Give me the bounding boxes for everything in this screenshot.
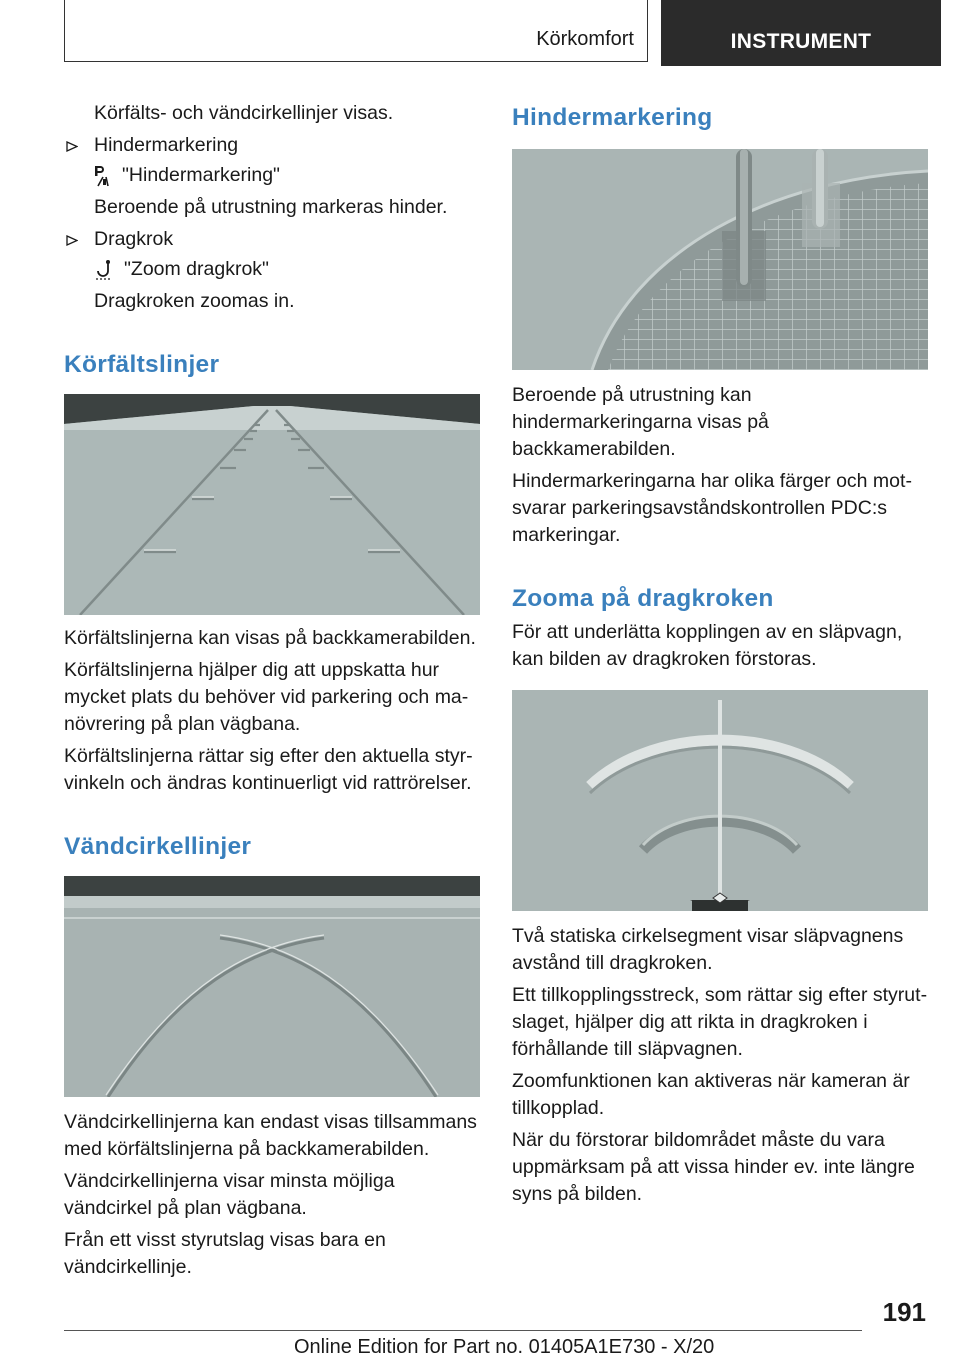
turning-circle-figure bbox=[64, 876, 480, 1097]
list-item-label: Dragkrok bbox=[94, 228, 174, 250]
zoom-heading: Zooma på dragkroken bbox=[512, 585, 774, 612]
right-column bbox=[512, 100, 928, 1208]
obstacle-heading: Hindermarkering bbox=[512, 104, 713, 131]
turn-p2: Vändcirkellinjerna visar minsta möjliga vändcirkel på plan vägbana. bbox=[64, 1170, 395, 1219]
obstacle-p2: Hindermarkeringarna har olika färger och motsvarar parkeringsavståndskontrollen PDC:s markeringar. bbox=[512, 470, 912, 546]
lanes-heading: Körfältslinjer bbox=[64, 351, 220, 378]
hitch-menu-line bbox=[64, 256, 480, 283]
obstacle-menu-label: "Hindermarkering" bbox=[122, 164, 280, 186]
turn-heading: Vändcirkellinjer bbox=[64, 833, 252, 860]
chapter-title: INSTRUMENT bbox=[661, 0, 941, 66]
lanes-p1: Körfältslinjerna kan visas på backkamerabilden. bbox=[64, 627, 476, 649]
zoom-p5: När du förstorar bildområdet måste du vara uppmärksam på att vissa hinder ev. inte längre syns på bilden. bbox=[512, 1129, 915, 1205]
turn-p1: Vändcirkellinjerna kan endast visas tillsammans med körfältslinjerna på backkamerabilden. bbox=[64, 1111, 477, 1160]
left-column bbox=[64, 100, 480, 1281]
obstacle-p1: Beroende på utrustning kan hindermarkeringarna visas på backkamerabilden. bbox=[512, 384, 769, 460]
trailer-hitch-icon bbox=[94, 259, 114, 281]
list-triangle-icon bbox=[66, 141, 78, 152]
hitch-menu-label: "Zoom dragkrok" bbox=[124, 258, 269, 280]
obstacle-marking-icon bbox=[94, 165, 112, 187]
intro-text: Körfälts- och vändcirkellinjer visas. bbox=[94, 102, 394, 124]
list-triangle-icon bbox=[66, 235, 78, 246]
footer-edition: Online Edition for Part no. 01405A1E730 - X/20 bbox=[294, 1336, 715, 1358]
lane-lines-figure bbox=[64, 394, 480, 615]
footer-rule bbox=[64, 1330, 862, 1331]
list-item-obstacle bbox=[64, 132, 480, 159]
zoom-p1: För att underlätta kopplingen av en släpvagn, kan bilden av dragkroken förstoras. bbox=[512, 621, 903, 670]
list-item-hitch bbox=[64, 226, 480, 253]
obstacle-desc: Beroende på utrustning markeras hinder. bbox=[94, 196, 448, 218]
hitch-zoom-figure bbox=[512, 690, 928, 911]
section-title: Körkomfort bbox=[536, 28, 634, 50]
zoom-p2: Två statiska cirkelsegment visar släpvagnens avstånd till dragkroken. bbox=[512, 925, 904, 974]
hitch-desc: Dragkroken zoomas in. bbox=[94, 290, 295, 312]
zoom-p4: Zoomfunktionen kan aktiveras när kameran är tillkopplad. bbox=[512, 1070, 910, 1119]
list-item-label: Hindermarkering bbox=[94, 134, 239, 156]
zoom-p3: Ett tillkopplingsstreck, som rättar sig efter styrutslaget, hjälper dig att rikta in dragkroken i förhållande till släpvagnen. bbox=[512, 984, 928, 1060]
turn-p3: Från ett visst styrutslag visas bara en vändcirkellinje. bbox=[64, 1229, 386, 1278]
lanes-p2: Körfältslinjerna hjälper dig att uppskatta hur mycket plats du behöver vid parkering och manövrering på plan vägbana. bbox=[64, 659, 469, 735]
obstacle-menu-line bbox=[64, 162, 480, 189]
page-number: 191 bbox=[882, 1297, 926, 1327]
obstacle-marking-figure bbox=[512, 149, 928, 370]
lanes-p3: Körfältslinjerna rättar sig efter den aktuella styrvinkeln och ändras kontinuerligt vid rattrörelser. bbox=[64, 745, 473, 794]
